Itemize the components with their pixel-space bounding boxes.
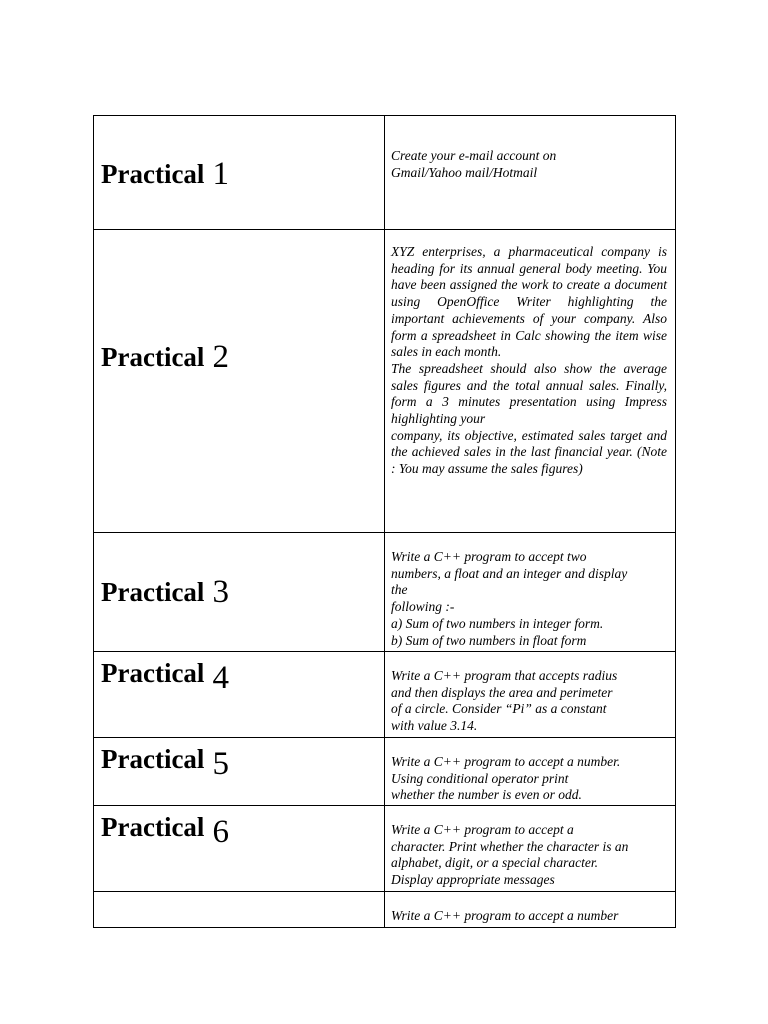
description-line: Write a C++ program to accept a number. bbox=[391, 754, 621, 769]
table-row bbox=[94, 652, 676, 738]
description-line: Write a C++ program to accept a bbox=[391, 822, 574, 837]
practical-label: Practical bbox=[101, 812, 205, 842]
description-line: character. Print whether the character is an bbox=[391, 838, 629, 854]
description-line: Gmail/Yahoo mail/Hotmail bbox=[391, 164, 538, 180]
description-line: Using conditional operator print bbox=[391, 770, 569, 786]
practical-label-cell bbox=[94, 738, 385, 806]
description-line: b) Sum of two numbers in float form bbox=[391, 632, 587, 648]
practical-description-cell bbox=[385, 806, 676, 892]
description-paragraph: The spreadsheet should also show the average sales figures and the total annual sales. Finally, form a 3 minutes presentation using Impress highlighting your bbox=[391, 360, 667, 427]
description-line: a) Sum of two numbers in integer form. bbox=[391, 615, 604, 631]
description-line: Write a C++ program to accept a number bbox=[391, 908, 619, 923]
practical-label-cell bbox=[94, 533, 385, 652]
table-row bbox=[94, 116, 676, 230]
practical-description-cell bbox=[385, 230, 676, 533]
description-line: Write a C++ program to accept two bbox=[391, 549, 587, 564]
table-row bbox=[94, 533, 676, 652]
practical-description-cell bbox=[385, 892, 676, 928]
practical-label: Practical bbox=[101, 658, 205, 688]
description-paragraph: XYZ enterprises, a pharmaceutical company is heading for its annual general body meeting. You have been assigned the work to create a document using OpenOffice Writer highlighting the important achievements of your company. Also form a spreadsheet in Calc showing the item wise sales in each month. bbox=[391, 244, 667, 360]
practical-label-cell bbox=[94, 806, 385, 892]
practical-number: 3 bbox=[212, 573, 229, 610]
practical-number: 5 bbox=[212, 746, 229, 782]
table-row bbox=[94, 738, 676, 806]
description-line: whether the number is even or odd. bbox=[391, 787, 582, 803]
description-line: Write a C++ program that accepts radius bbox=[391, 668, 618, 683]
description-line: alphabet, digit, or a special character. bbox=[391, 855, 598, 871]
description-line: numbers, a float and an integer and display bbox=[391, 565, 628, 581]
description-line: Create your e-mail account on bbox=[391, 148, 557, 163]
practical-label: Practical bbox=[101, 576, 205, 607]
description-paragraph: company, its objective, estimated sales target and the achieved sales in the last financial year. (Note : You may assume the sales figures) bbox=[391, 427, 667, 477]
practical-description-cell bbox=[385, 738, 676, 806]
practical-label-cell bbox=[94, 652, 385, 738]
table-row bbox=[94, 230, 676, 533]
description-line: of a circle. Consider “Pi” as a constant bbox=[391, 701, 607, 717]
practical-number: 2 bbox=[212, 338, 229, 375]
practical-label: Practical bbox=[101, 341, 205, 372]
practical-number: 6 bbox=[212, 814, 229, 850]
table-row bbox=[94, 806, 676, 892]
practical-label: Practical bbox=[101, 159, 205, 189]
description-line: the bbox=[391, 582, 408, 598]
practical-description-cell bbox=[385, 652, 676, 738]
practical-description-cell bbox=[385, 533, 676, 652]
practical-number: 4 bbox=[212, 660, 229, 696]
practicals-table bbox=[93, 115, 676, 928]
practical-label: Practical bbox=[101, 744, 205, 774]
description-line: with value 3.14. bbox=[391, 718, 478, 734]
practical-label-cell bbox=[94, 116, 385, 230]
table-row bbox=[94, 892, 676, 928]
practical-description-cell bbox=[385, 116, 676, 230]
practical-number: 1 bbox=[212, 156, 229, 192]
practical-label-cell bbox=[94, 230, 385, 533]
practical-label-cell bbox=[94, 892, 385, 928]
description-line: and then displays the area and perimeter bbox=[391, 684, 613, 700]
description-line: Display appropriate messages bbox=[391, 872, 555, 888]
description-line: following :- bbox=[391, 599, 455, 615]
